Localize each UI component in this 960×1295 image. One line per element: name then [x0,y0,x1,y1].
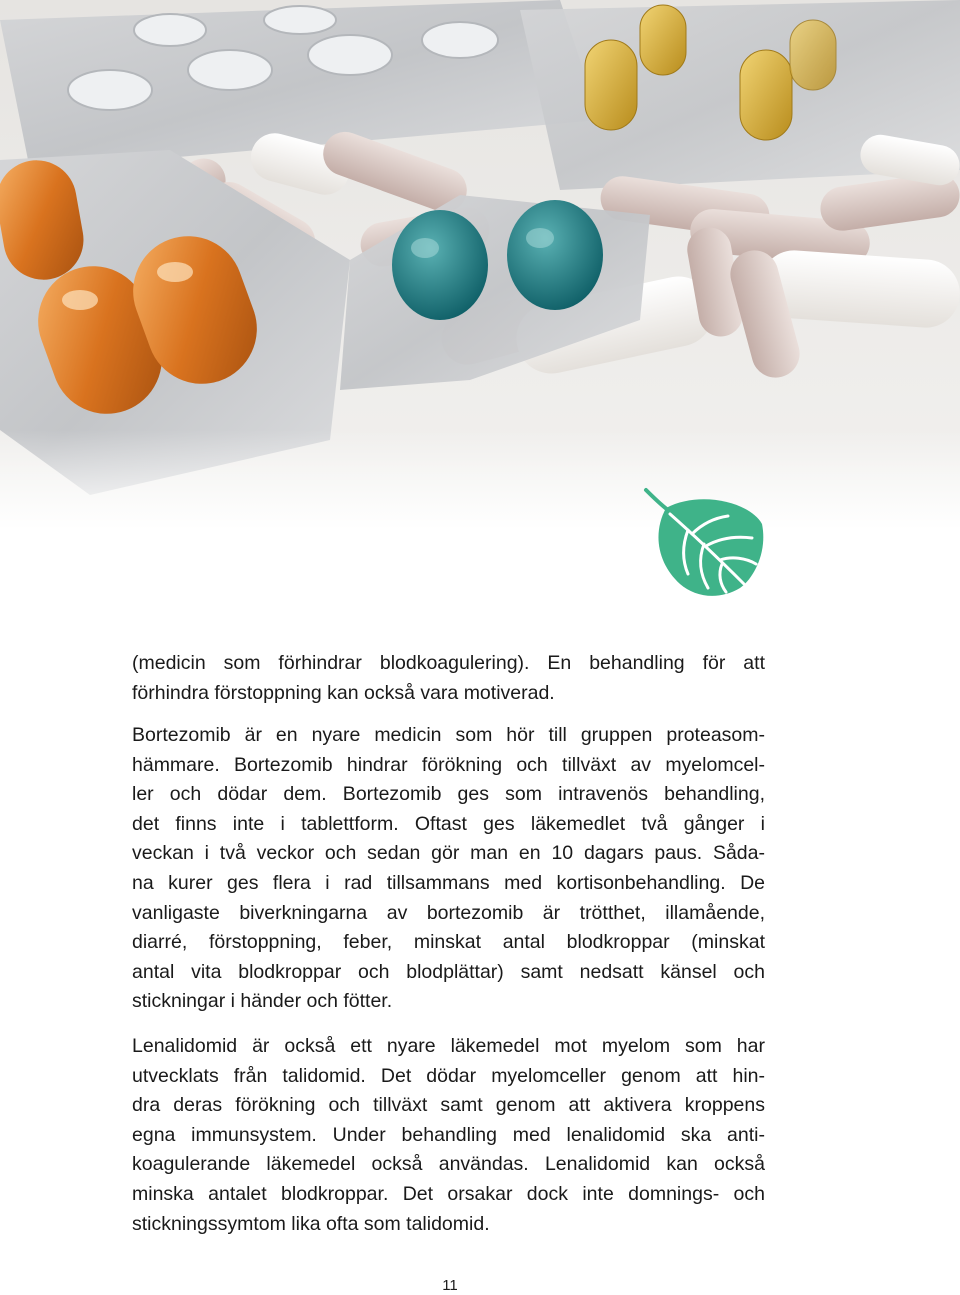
text-line: Bortezomib är en nyare medicin som hör till gruppen proteasom- [132,724,765,746]
text-line: stickningssymtom lika ofta som talidomid. [132,1212,490,1235]
paragraph-bortezomib [132,721,765,1017]
text-line: utvecklats från talidomid. Det dödar myelomceller genom att hin- [132,1064,765,1087]
text-line: stickningar i händer och fötter. [132,990,393,1013]
text-line: egna immunsystem. Under behandling med lenalidomid ska anti- [132,1123,765,1146]
text-line: förhindra förstoppning kan också vara motiverad. [132,681,555,704]
text-line: hämmare. Bortezomib hindrar förökning och tillväxt av myelomcel- [132,753,765,776]
paragraph-lenalidomid [132,1032,765,1239]
text-line: dra deras förökning och tillväxt samt genom att aktivera kroppens [132,1094,765,1117]
text-line: vanligaste biverkningarna av bortezomib är trötthet, illamående, [132,901,765,924]
text-line: koagulerande läkemedel också användas. Lenalidomid kan också [132,1153,765,1176]
medicine-photo [0,0,960,530]
text-line: det finns inte i tablettform. Oftast ges läkemedlet två gånger i [132,812,765,835]
leaf-icon [640,484,768,602]
page-number: 11 [442,1277,458,1294]
text-line: veckan i två veckor och sedan gör man en 10 dagars paus. Såda- [132,842,765,865]
paragraph-anticoagulation [132,649,765,708]
text-line: minska antalet blodkroppar. Det orsakar dock inte domnings- och [132,1182,765,1205]
text-line: Lenalidomid är också ett nyare läkemedel mot myelom som har [132,1035,765,1057]
text-line: antal vita blodkroppar och blodplättar) samt nedsatt känsel och [132,960,765,983]
text-line: (medicin som förhindrar blodkoagulering). En behandling för att [132,652,765,674]
text-line: na kurer ges flera i rad tillsammans med kortisonbehandling. De [132,871,765,894]
text-line: diarré, förstoppning, feber, minskat antal blodkroppar (minskat [132,931,765,954]
text-line: ler och dödar dem. Bortezomib ges som intravenös behandling, [132,783,765,806]
